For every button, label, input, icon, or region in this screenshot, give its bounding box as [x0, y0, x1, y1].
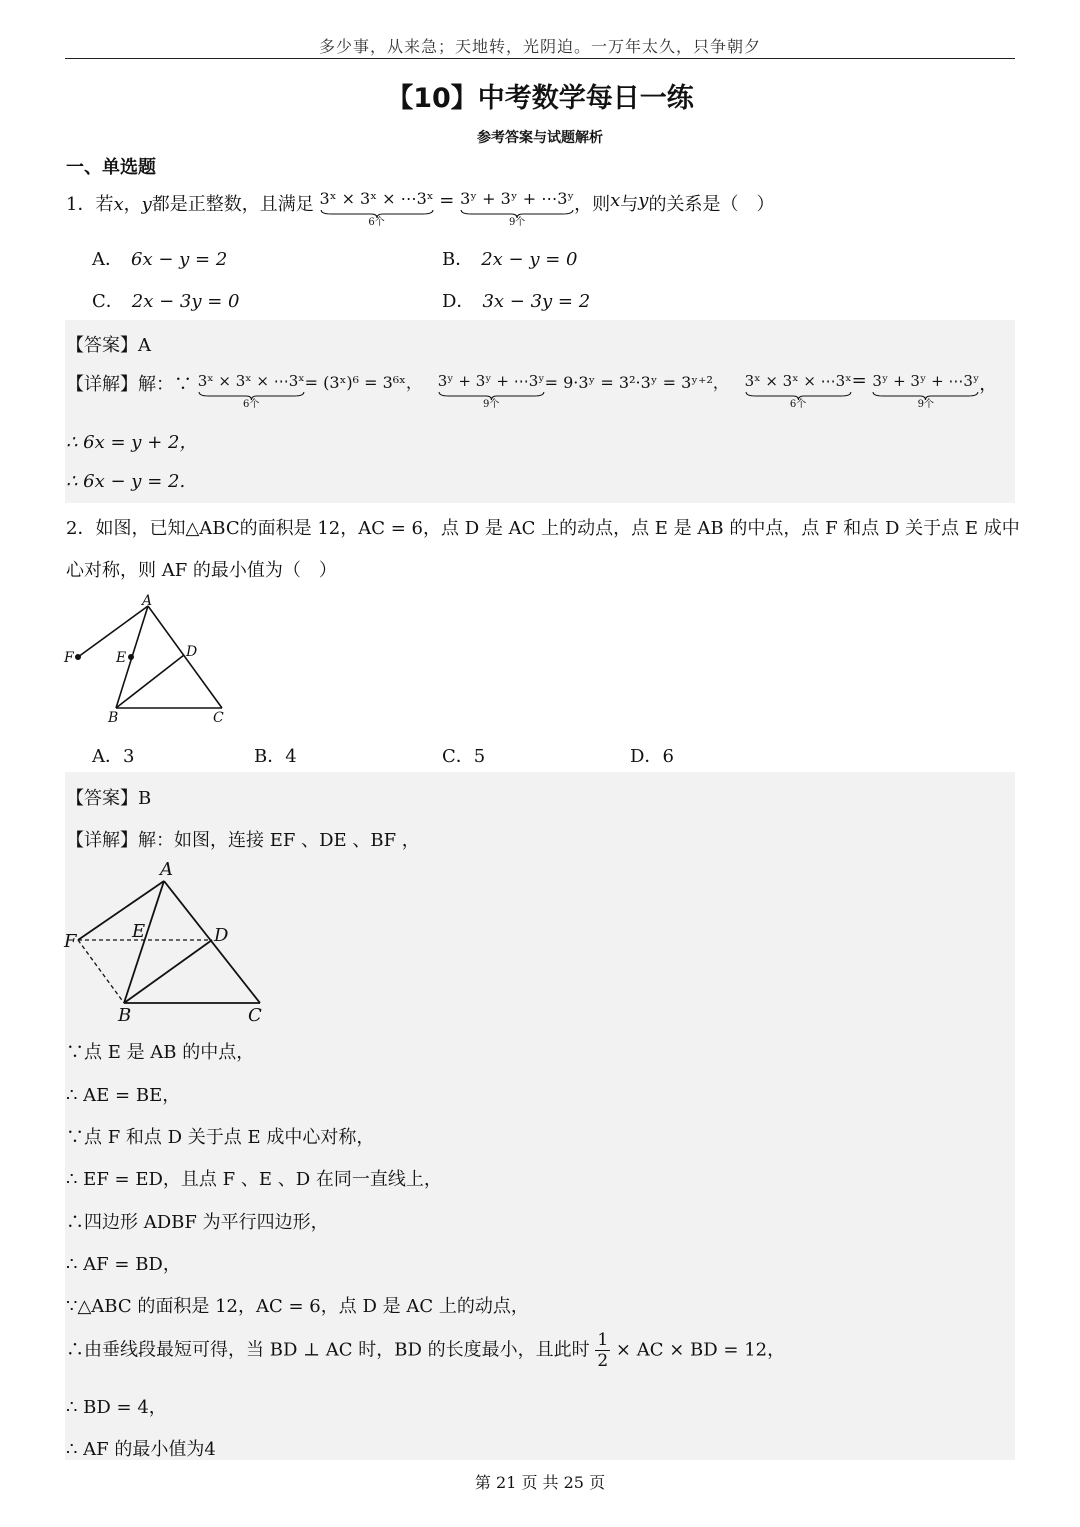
q1-d4-count: 9个 [917, 399, 935, 410]
question-1-stem [66, 190, 774, 228]
q1-option-c [92, 287, 240, 313]
q2-step8-text-b: × AC × BD = 12， [615, 1339, 786, 1361]
option-expr: 2x − 3y = 0 [131, 291, 240, 312]
q2-option-b [254, 742, 297, 768]
q1-rhs-underbrace [460, 188, 574, 228]
q2-stem-line2: 心对称，则 AF 的最小值为（ ） [66, 560, 337, 581]
q1-eq: = [439, 190, 455, 211]
q1-detail-label: 【详解】解：∵ [66, 374, 192, 395]
q1-var-x: x [113, 194, 124, 215]
q2-step-3: ∵点 F 和点 D 关于点 E 成中心对称， [66, 1127, 375, 1148]
q1-d2-result: = 9·3ʸ = 3²·3ʸ = 3ʸ⁺²， [544, 373, 729, 392]
q2-option-a [92, 742, 134, 768]
option-value: 5 [473, 746, 486, 767]
segment-ac [148, 606, 222, 708]
option-label: D． [442, 291, 475, 312]
q1-var-y: y [141, 194, 152, 215]
q1-d3-expr: 3ˣ × 3ˣ × ⋯3ˣ [744, 372, 852, 390]
q1-option-a [92, 245, 227, 271]
option-label: B． [442, 249, 474, 270]
q1-text4: 的关系是（ ） [648, 194, 775, 215]
q1-var-x2: x [610, 190, 621, 211]
q1-d1-result: = (3ˣ)⁶ = 3⁶ˣ， [304, 373, 422, 392]
fraction-half [595, 1330, 610, 1371]
label-a: A [142, 593, 153, 609]
q1-detail [66, 370, 997, 410]
q1-d4-underbrace [872, 370, 979, 410]
header-motto: 多少事，从来急；天地转，光阴迫。一万年太久，只争朝夕 [318, 37, 761, 56]
section-title: 一、单选题 [66, 157, 156, 178]
q2-step8-text-a: ∴由垂线段最短可得，当 BD ⊥ AC 时，BD 的长度最小，且此时 [66, 1339, 590, 1361]
option-label: D． [630, 746, 663, 767]
q1-d1-count: 6个 [243, 399, 260, 410]
fraction-numerator: 1 [597, 1330, 609, 1350]
q1-lhs-underbrace [320, 188, 434, 228]
q1-d1-expr: 3ˣ × 3ˣ × ⋯3ˣ [197, 372, 305, 390]
label-e: E [116, 650, 127, 666]
q1-rhs-expr: 3ʸ + 3ʸ + ⋯3ʸ [460, 189, 575, 208]
option-label: A． [92, 746, 123, 767]
q1-option-b [442, 245, 578, 271]
q1-lhs-count: 6个 [368, 217, 385, 228]
option-label: C． [92, 291, 124, 312]
q2-option-c [442, 742, 485, 768]
page-footer: 第 21 页 共 25 页 [474, 1473, 606, 1492]
option-label: C． [442, 746, 474, 767]
segment-fa [78, 881, 164, 940]
q2-step-5: ∴四边形 ADBF 为平行四边形， [66, 1212, 329, 1233]
page-title: 【10】中考数学每日一练 [386, 83, 694, 114]
option-value: 3 [123, 746, 135, 767]
q1-comma: ， [123, 194, 142, 215]
option-expr: 2x − y = 0 [481, 249, 578, 270]
q2-figure [60, 590, 240, 725]
segment-ab [124, 881, 164, 1003]
q2-step-9: ∴ BD = 4， [66, 1397, 167, 1418]
label-c: C [213, 710, 224, 725]
q1-answer-panel [65, 320, 1015, 503]
label-d: D [214, 925, 229, 946]
page-subtitle: 参考答案与试题解析 [477, 130, 603, 146]
q2-stem-line1: 2．如图，已知△ABC的面积是 12，AC = 6，点 D 是 AC 上的动点，点 E 是 AB 的中点，点 F 和点 D 关于点 E 成中 [66, 518, 1020, 539]
q1-step1: ∴ 6x = y + 2， [66, 432, 198, 453]
q1-d1-underbrace [198, 370, 305, 410]
option-label: A． [92, 249, 123, 270]
label-c: C [248, 1005, 262, 1025]
segment-fa [78, 606, 148, 657]
q1-d4-expr: 3ʸ + 3ʸ + ⋯3ʸ [872, 372, 980, 390]
q1-answer: 【答案】A [66, 335, 151, 356]
option-expr: 6x − y = 2 [131, 249, 228, 270]
label-d: D [186, 644, 198, 660]
label-e: E [132, 921, 146, 942]
q2-step-10: ∴ AF 的最小值为4 [66, 1439, 216, 1460]
q2-step-1: ∵点 E 是 AB 的中点， [66, 1042, 255, 1063]
option-value: 6 [662, 746, 674, 767]
q2-step-8 [66, 1330, 785, 1371]
q2-answer: 【答案】B [66, 788, 152, 809]
q1-prefix: 1．若 [66, 194, 114, 215]
q1-d2-count: 9个 [482, 399, 500, 410]
q1-text2: ，则 [574, 194, 611, 215]
option-value: 4 [285, 746, 297, 767]
q2-option-d [630, 742, 674, 768]
q1-var-y2: y [638, 190, 649, 211]
q1-d2-expr: 3ʸ + 3ʸ + ⋯3ʸ [437, 372, 545, 390]
q2-detail: 【详解】解：如图，连接 EF 、DE 、BF ， [66, 830, 420, 851]
point-e-dot [128, 654, 134, 660]
q1-text3: 与 [620, 194, 639, 215]
q1-d2-underbrace [438, 370, 545, 410]
q1-d3-underbrace [745, 370, 852, 410]
q2-solution-figure [60, 855, 275, 1025]
segment-fb-dashed [78, 940, 124, 1003]
q2-step-7: ∵△ABC 的面积是 12，AC = 6，点 D 是 AC 上的动点， [66, 1296, 529, 1317]
label-f: F [64, 931, 77, 952]
q1-option-d [442, 287, 590, 313]
label-a: A [160, 859, 173, 880]
label-f: F [64, 650, 74, 666]
q1-d3-eq: = [851, 370, 867, 391]
q1-d4-end: ， [979, 374, 998, 395]
q2-step-6: ∴ AF = BD， [66, 1254, 181, 1275]
option-label: B． [254, 746, 286, 767]
header-divider [65, 58, 1015, 59]
q2-step-4: ∴ EF = ED，且点 F 、E 、D 在同一直线上， [66, 1169, 442, 1190]
q1-lhs-expr: 3ˣ × 3ˣ × ⋯3ˣ [319, 189, 434, 208]
label-b: B [108, 710, 119, 725]
q2-step-2: ∴ AE = BE， [66, 1085, 181, 1106]
fraction-denominator: 2 [597, 1351, 609, 1371]
segment-bd [124, 940, 212, 1003]
q1-text1: 都是正整数，且满足 [151, 194, 314, 215]
q1-rhs-count: 9个 [508, 217, 526, 228]
segment-ac [164, 881, 260, 1003]
label-b: B [118, 1005, 132, 1025]
point-f-dot [75, 654, 81, 660]
option-expr: 3x − 3y = 2 [482, 291, 591, 312]
q1-step2: ∴ 6x − y = 2. [66, 471, 186, 492]
q1-d3-count: 6个 [789, 399, 807, 410]
